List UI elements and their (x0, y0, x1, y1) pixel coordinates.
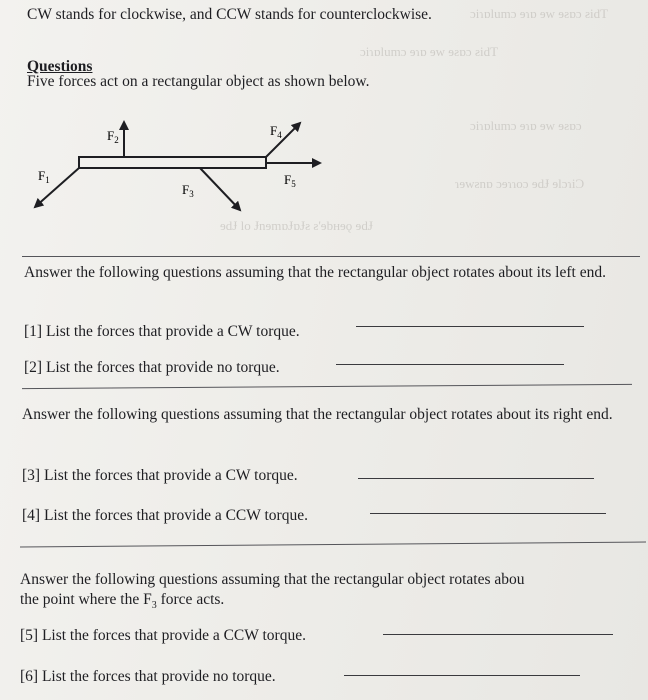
question-1: [1] List the forces that provide a CW torque. (24, 323, 300, 340)
bleed-through-text: ɔiɿɒlumɔ ɘɿɒ ɘw ɘƨɒɔ ƨidT (360, 44, 499, 59)
section-2-instruction: Answer the following questions assuming that the rectangular object rotates about its right end. (22, 406, 613, 423)
label-f4: $F_4$ (270, 123, 282, 140)
label-f1: $F_1$ (38, 168, 50, 185)
section-1-instruction: Answer the following questions assuming that the rectangular object rotates about its left end. (24, 264, 606, 281)
question-3: [3] List the forces that provide a CW torque. (22, 467, 298, 484)
section-3-instruction-line1: Answer the following questions assuming that the rectangular object rotates abou (20, 571, 525, 588)
question-2: [2] List the forces that provide no torque. (24, 359, 280, 376)
intro-text: CW stands for clockwise, and CCW stands for counterclockwise. (27, 6, 432, 23)
section-3-instruction-line2: the point where the $F_3$ force acts. (20, 591, 225, 612)
question-6: [6] List the forces that provide no torque. (20, 668, 276, 685)
answer-line-2[interactable] (336, 364, 564, 365)
bleed-through-text: ɿɘwƨnɒ ɔɘɿɿoɔ ɘdɈ ɘlɔɿiƆ (455, 176, 585, 191)
prompt-text: Five forces act on a rectangular object as shown below. (27, 73, 370, 90)
answer-line-5[interactable] (383, 634, 613, 635)
questions-heading: Questions (27, 58, 93, 75)
section-divider (22, 384, 632, 389)
question-4: [4] List the forces that provide a CCW torque. (22, 507, 308, 524)
label-f3: $F_3$ (182, 182, 194, 199)
label-f2: $F_2$ (107, 128, 119, 145)
answer-line-1[interactable] (356, 326, 584, 327)
rectangular-object (79, 157, 266, 168)
answer-line-6[interactable] (344, 675, 580, 676)
bleed-through-text: ɔiɿɒlumɔ ɘɿɒ ɘw ɘƨɒɔ ƨidT (470, 6, 609, 21)
bleed-through-text: ɔiɿɒlumɔ ɘɿɒ ɘw ɘƨɒɔ (470, 118, 582, 133)
forces-diagram (20, 110, 350, 250)
section-divider (20, 542, 646, 548)
label-f5: $F_5$ (284, 172, 296, 189)
question-5: [5] List the forces that provide a CCW torque. (20, 627, 306, 644)
answer-line-3[interactable] (358, 478, 594, 479)
answer-line-4[interactable] (370, 513, 606, 514)
bleed-through-text: ɘdɈ lo ɈnɘmɒɈɒɈƨ ƨ'ɘbʜɘǫ ɘdɈ (220, 218, 373, 233)
force-f3-arrow (200, 168, 240, 210)
section-divider (22, 256, 640, 257)
